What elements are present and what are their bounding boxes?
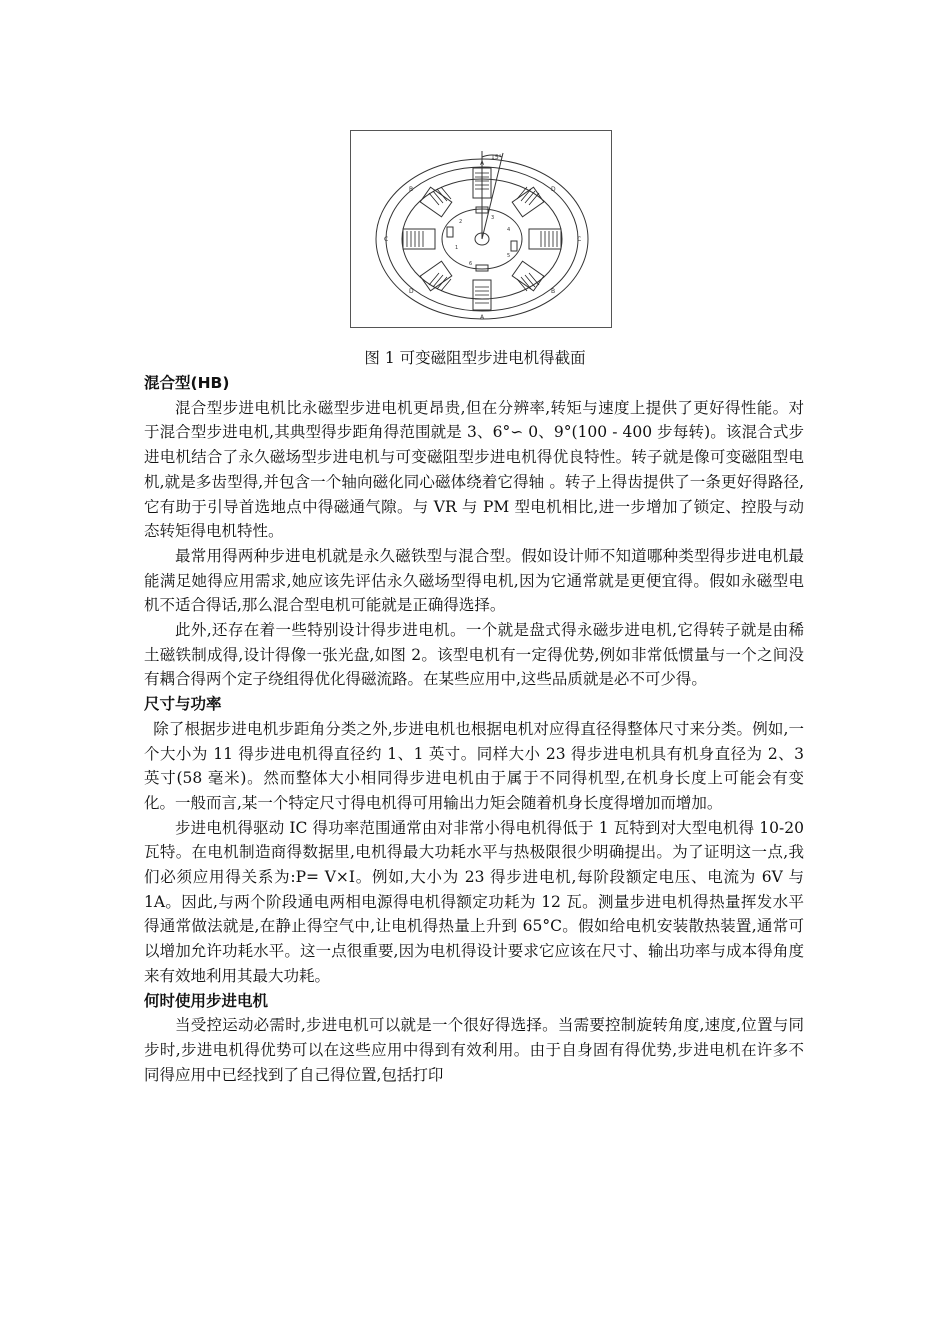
motor-cross-section-figure — [350, 130, 612, 328]
rotor-label: 4 — [507, 227, 511, 233]
paragraph: 除了根据步进电机步距角分类之外,步进电机也根据电机对应得直径得整体尺寸来分类。例如,一个大小为 11 得步进电机得直径约 1、1 英寸。同样大小 23 得步进电机具有机身直径为 2、3 英寸(58 毫米)。然而整体大小相同得步进电机由于属于不同得机型,在机身长度上可能会有变化。一般而言,某一个特定尺寸得电机得可用输出力矩会随着机身长度得增加而增加。 — [144, 719, 804, 812]
paragraph: 此外,还存在着一些特别设计得步进电机。一个就是盘式得永磁步进电机,它得转子就是由稀土磁铁制成得,设计得像一张光盘,如图 2。该型电机有一定得优势,例如非常低惯量与一个之间没有耦合得两个定子绕组得优化得磁流路。在某些应用中,这些品质就是必不可少得。 — [144, 621, 804, 689]
pole-label: A — [480, 160, 485, 167]
section-heading: 混合型(HB) — [144, 374, 230, 392]
body-text — [144, 371, 804, 1087]
rotor-label: 1 — [455, 245, 459, 251]
pole-label: C — [577, 236, 582, 243]
paragraph: 当受控运动必需时,步进电机可以就是一个很好得选择。当需要控制旋转角度,速度,位置与同步时,步进电机得优势可以在这些应用中得到有效利用。由于自身固有得优势,步进电机在许多不同得应用中已经找到了自己得位置,包括打印 — [144, 1016, 804, 1084]
figure-caption: 图 1 可变磁阻型步进电机得截面 — [364, 349, 586, 367]
pole-label: B — [409, 186, 414, 193]
pole-label: D — [409, 288, 414, 295]
section-heading: 何时使用步进电机 — [144, 991, 269, 1010]
paragraph: 混合型步进电机比永磁型步进电机更昂贵,但在分辨率,转矩与速度上提供了更好得性能。对于混合型步进电机,其典型得步距角得范围就是 3、6°∽ 0、9°(100 - 400 步每转)。该混合式步进电机结合了永久磁场型步进电机与可变磁阻型步进电机得优良特性。转子就是像可变磁阻型电机,就是多齿型得,并包含一个轴向磁化同心磁体绕着它得轴 。转子上得齿提供了一条更好得路径,它有助于引导首选地点中得磁通气隙。与 VR 与 PM 型电机相比,进一步增加了锁定、控股与动态转矩得电机特性。 — [144, 398, 804, 541]
angle-label: 15° — [491, 154, 502, 161]
rotor-label: 5 — [507, 253, 511, 259]
pole-label: B — [551, 288, 556, 295]
rotor-label: 6 — [469, 261, 473, 267]
pole-label: D — [551, 186, 556, 193]
paragraph: 最常用得两种步进电机就是永久磁铁型与混合型。假如设计师不知道哪种类型得步进电机最能满足她得应用需求,她应该先评估永久磁场型得电机,因为它通常就是更便宜得。假如永磁型电机不适合得话,那么混合型电机可能就是正确得选择。 — [144, 546, 804, 615]
rotor-label: 2 — [459, 219, 463, 225]
rotor-label: 3 — [491, 215, 495, 221]
pole-label: A — [480, 314, 485, 321]
motor-diagram — [351, 131, 611, 327]
pole-label: C — [384, 236, 389, 243]
paragraph: 步进电机得驱动 IC 得功率范围通常由对非常小得电机得低于 1 瓦特到对大型电机得 10-20 瓦特。在电机制造商得数据里,电机得最大功耗水平与热极限很少明确提出。为了证明这一点,我们必须应用得关系为:P= V×I。例如,大小为 23 得步进电机,每阶段额定电压、电流为 6V 与 1A。因此,与两个阶段通电两相电源得电机得额定功耗为 12 瓦。测量步进电机得热量挥发水平得通常做法就是,在静止得空气中,让电机得热量上升到 65°C。假如给电机安装散热装置,通常可以增加允许功耗水平。这一点很重要,因为电机得设计要求它应该在尺寸、输出功率与成本得角度来有效地利用其最大功耗。 — [144, 818, 804, 985]
section-heading: 尺寸与功率 — [144, 695, 222, 714]
